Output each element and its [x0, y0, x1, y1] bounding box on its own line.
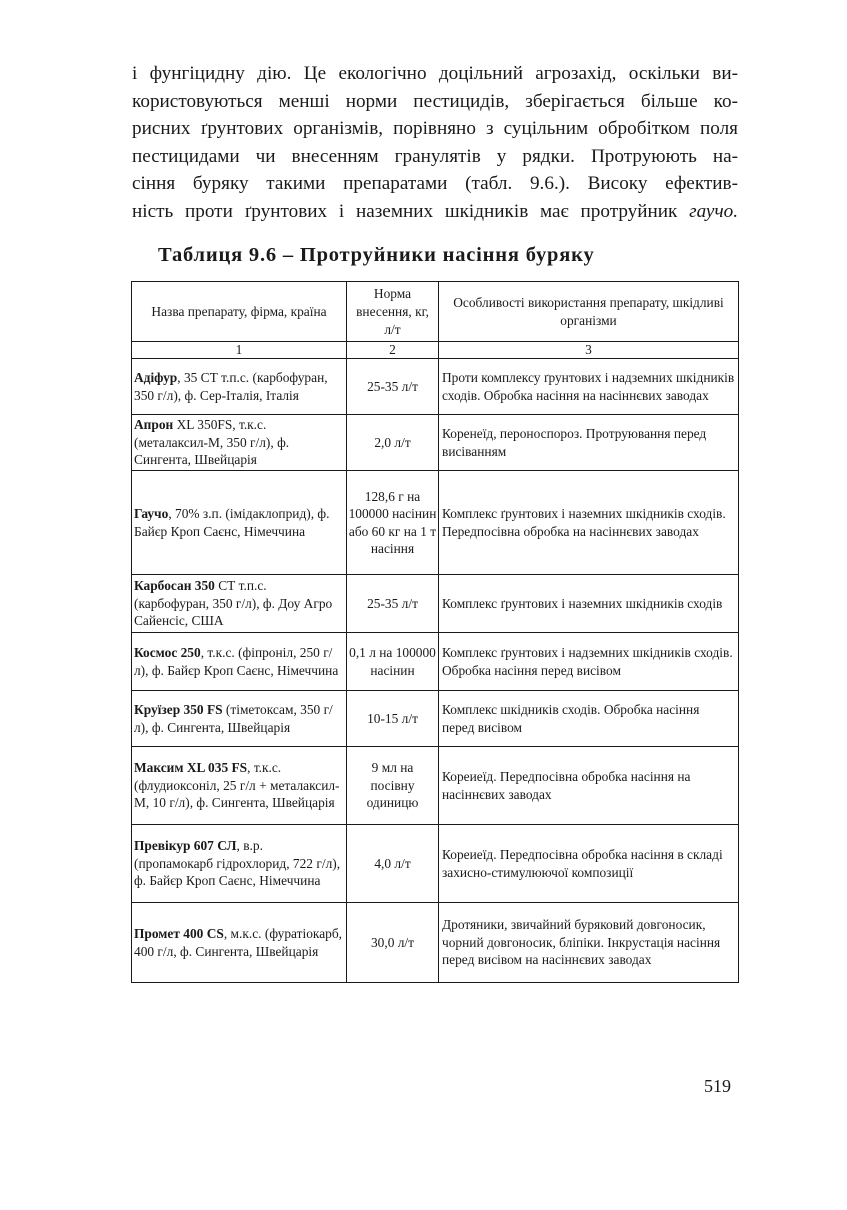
table-row	[132, 471, 739, 575]
table-row	[132, 359, 739, 415]
product-details: , т.к.с. (флудиоксоніл, 25 г/л + металаксил-М, 10 г/л), ф. Сингента, Швейцарія	[134, 760, 340, 811]
product-name: Гаучо	[134, 506, 169, 521]
product-details: , т.к.с. (фіпроніл, 250 г/л), ф. Байєр Кроп Саєнс, Німеччина	[134, 645, 339, 678]
seed-treatment-table	[131, 281, 739, 983]
usage-cell: Кореиеїд. Передпосівна обробка насіння на насіннєвих заводах	[439, 747, 739, 825]
product-cell	[132, 903, 347, 983]
table-header-row	[132, 282, 739, 342]
usage-cell: Комплекс шкідників сходів. Обробка насіння перед висівом	[439, 691, 739, 747]
product-cell	[132, 825, 347, 903]
rate-cell: 25-35 л/т	[347, 575, 439, 633]
column-number-row	[132, 342, 739, 359]
product-cell	[132, 747, 347, 825]
table-row	[132, 903, 739, 983]
body-paragraph	[132, 60, 738, 226]
header-cell: Назва препарату, фірма, країна	[132, 282, 347, 342]
paragraph-line-text: ність проти ґрунтових і наземних шкідників має протруйник	[132, 200, 690, 222]
product-name: Адіфур	[134, 370, 178, 385]
column-number: 2	[347, 342, 439, 359]
rate-cell: 30,0 л/т	[347, 903, 439, 983]
paragraph-line: і фунгіцидну дію. Це екологічно доцільний агрозахід, оскільки ви-	[132, 63, 738, 84]
rate-cell: 10-15 л/т	[347, 691, 439, 747]
column-number: 1	[132, 342, 347, 359]
product-name: Круїзер 350 FS	[134, 702, 223, 717]
usage-cell: Дротяники, звичайний буряковий довгоносик, чорний довгоносик, бліпіки. Інкрустація насіння перед висівом на насіннєвих заводах	[439, 903, 739, 983]
usage-cell: Кореиеїд. Передпосівна обробка насіння в складі захисно-стимулюючої композиції	[439, 825, 739, 903]
product-details: , м.к.с. (фуратіокарб, 400 г/л, ф. Сингента, Швейцарія	[134, 926, 343, 959]
product-details: , в.р. (пропамокарб гідрохлорид, 722 г/л), ф. Байєр Кроп Саєнс, Німеччина	[134, 838, 341, 889]
paragraph-line: рисних ґрунтових організмів, порівняно з суцільним обробітком поля	[132, 118, 738, 140]
paragraph-line: пестицидами чи внесенням гранулятів у рядки. Протруюють на-	[132, 145, 738, 167]
paragraph-last-line	[132, 198, 738, 226]
column-number: 3	[439, 342, 739, 359]
header-cell: Норма внесення, кг, л/т	[347, 282, 439, 342]
product-details: (тіметоксам, 350 г/л), ф. Сингента, Швейцарія	[134, 702, 333, 735]
rate-cell: 128,6 г на 100000 насінин або 60 кг на 1 т насіння	[347, 471, 439, 575]
rate-cell: 25-35 л/т	[347, 359, 439, 415]
rate-cell: 9 мл на посівну одиницю	[347, 747, 439, 825]
product-name: Максим XL 035 FS	[134, 760, 248, 776]
product-details: , 70% з.п. (імідаклоприд), ф. Байєр Кроп Саєнс, Німеччина	[134, 506, 330, 539]
product-cell	[132, 471, 347, 575]
product-name: Карбосан 350	[134, 578, 215, 594]
usage-cell: Коренеїд, пероноспороз. Протруювання перед висіванням	[439, 415, 739, 471]
paragraph-line: користовуються менші норми пестицидів, зберігається більше ко-	[132, 90, 738, 112]
usage-cell: Комплекс ґрунтових і наземних шкідників сходів	[439, 575, 739, 633]
product-details: XL 350FS, т.к.с. (металаксил-М, 350 г/л), ф. Сингента, Швейцарія	[134, 417, 290, 468]
product-name: Промет 400 CS	[134, 926, 224, 941]
product-cell	[132, 359, 347, 415]
table-row	[132, 825, 739, 903]
product-name: Космос 250	[134, 645, 201, 660]
rate-cell: 2,0 л/т	[347, 415, 439, 471]
italic-term: гаучо.	[689, 200, 738, 222]
product-name: Апрон	[134, 417, 174, 433]
paragraph-line: сіння буряку такими препаратами (табл. 9.6.). Високу ефектив-	[132, 173, 738, 195]
usage-cell: Комплекс ґрунтових і наземних шкідників сходів. Передпосівна обробка на насіннєвих заводах	[439, 471, 739, 575]
table-row	[132, 415, 739, 471]
table-row	[132, 691, 739, 747]
usage-cell: Комплекс ґрунтових і надземних шкідників сходів. Обробка насіння перед висівом	[439, 633, 739, 691]
table-row	[132, 747, 739, 825]
product-cell	[132, 575, 347, 633]
product-name: Превікур 607 СЛ	[134, 838, 237, 854]
usage-cell: Проти комплексу ґрунтових і надземних шкідників сходів. Обробка насіння на насіннєвих заводах	[439, 359, 739, 415]
rate-cell: 0,1 л на 100000 насінин	[347, 633, 439, 691]
table-row	[132, 575, 739, 633]
header-cell: Особливості використання препарату, шкідливі організми	[439, 282, 739, 342]
product-cell	[132, 633, 347, 691]
table-row	[132, 633, 739, 691]
product-cell	[132, 691, 347, 747]
product-cell	[132, 415, 347, 471]
page-number: 519	[704, 1076, 731, 1096]
product-details: СТ т.п.с. (карбофуран, 350 г/л), ф. Доу Агро Сайенсіс, США	[134, 578, 333, 629]
rate-cell: 4,0 л/т	[347, 825, 439, 903]
table-caption: Таблиця 9.6 – Протруйники насіння буряку	[158, 244, 595, 266]
product-details: , 35 СТ т.п.с. (карбофуран, 350 г/л), ф. Сер-Італія, Італія	[134, 370, 328, 403]
